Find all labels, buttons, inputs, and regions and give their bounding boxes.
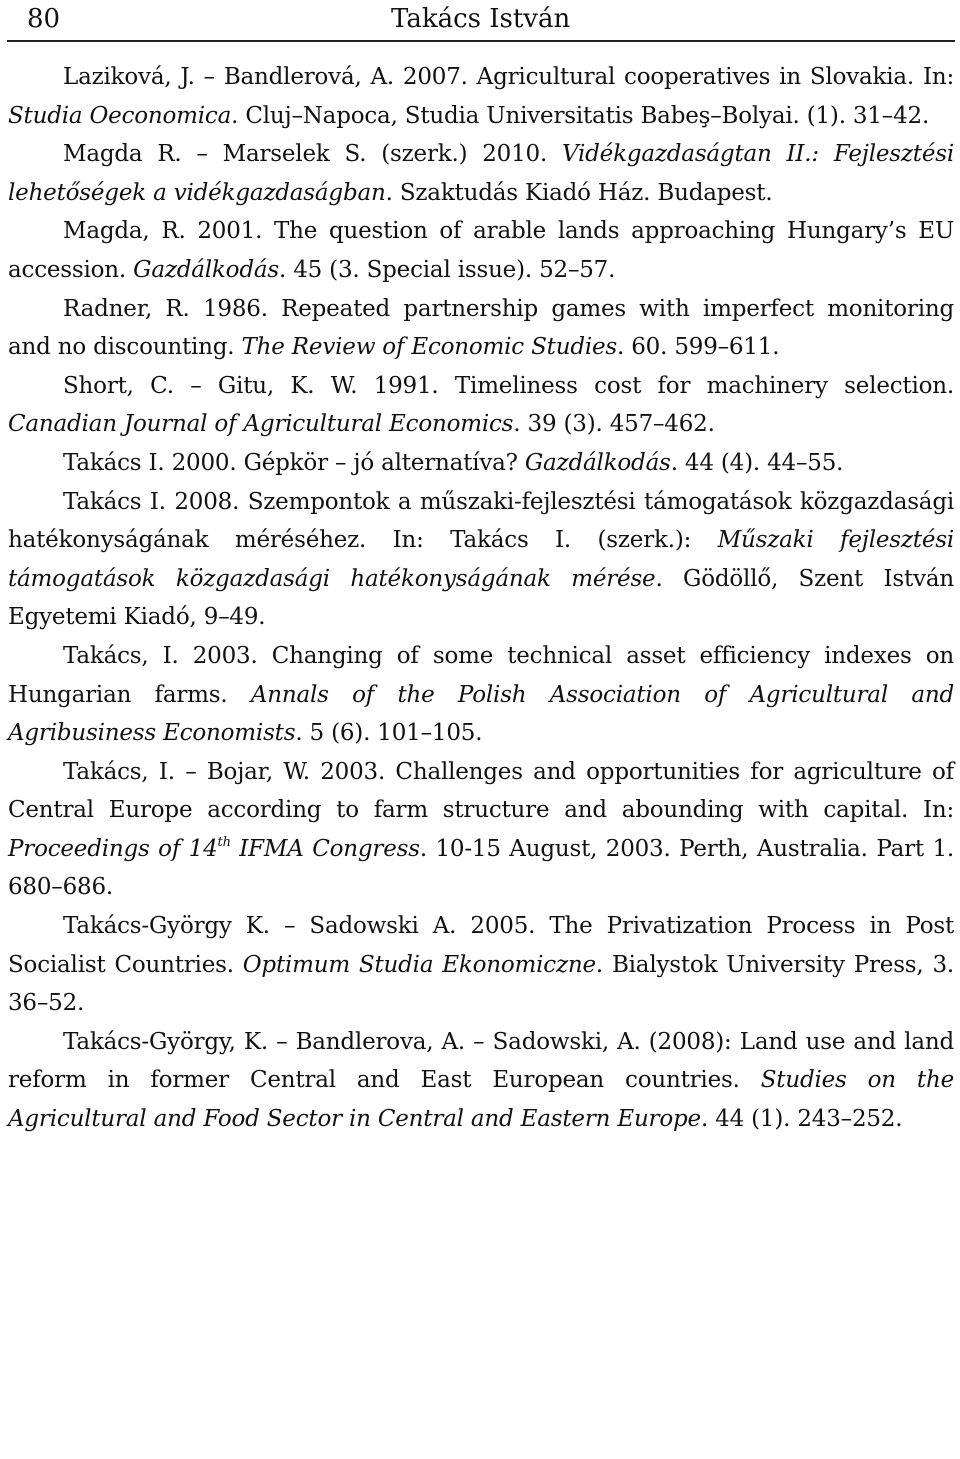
reference-item: Takács-György K. – Sadowski A. 2005. The Privatization Process in Post Socialist Countries. Optimum Studia Ekonomiczne. Bialystok University Press, 3. 36–52. <box>8 913 955 1017</box>
reference-item: Short, C. – Gitu, K. W. 1991. Timeliness cost for machinery selection. Canadian Journal of Agricultural Economics. 39 (3). 457–462. <box>8 372 954 438</box>
page-number: 80 <box>27 4 61 34</box>
reference-item: Laziková, J. – Bandlerová, A. 2007. Agricultural cooperatives in Slovakia. In: Studia Oeconomica. Cluj–Napoca, Studia Universitatis Babeş–Bolyai. (1). 31–42. <box>8 64 954 129</box>
reference-item: Takács, I. 2003. Changing of some technical asset efficiency indexes on Hungarian farms. Annals of the Polish Association of Agricultural and Agribusiness Economists. 5 (6). 101–105. <box>8 642 954 747</box>
running-head-author: Takács István <box>391 4 571 34</box>
reference-item: Magda, R. 2001. The question of arable lands approaching Hungary’s EU accession. Gazdálkodás. 45 (3. Special issue). 52–57. <box>8 218 954 283</box>
reference-item: Takács-György, K. – Bandlerova, A. – Sadowski, A. (2008): Land use and land reform in former Central and East European countries. Studies on the Agricultural and Food Sector in Central and Eastern Europe. 44 (1). 243–252. <box>8 1028 954 1133</box>
reference-item: Magda R. – Marselek S. (szerk.) 2010. Vidékgazdaságtan II.: Fejlesztési lehetőségek a vidékgazdaságban. Szaktudás Kiadó Ház. Budapest. <box>8 141 954 206</box>
reference-item: Takács, I. – Bojar, W. 2003. Challenges and opportunities for agriculture of Central Europe according to farm structure and abounding with capital. In: Proceedings of 14th IFMA Congress. 10-15 August, 2003. Perth, Australia. Part 1. 680–686. <box>8 758 954 901</box>
page-header <box>7 0 955 42</box>
reference-list <box>8 58 954 1139</box>
reference-item: Takács I. 2000. Gépkör – jó alternatíva? Gazdálkodás. 44 (4). 44–55. <box>63 449 844 476</box>
reference-item: Takács I. 2008. Szempontok a műszaki-fejlesztési támogatások közgazdasági hatékonyságának méréséhez. In: Takács I. (szerk.): Műszaki fejlesztési támogatások közgazdasági hatékonyságának mérése. Gödöllő, Szent István Egyetemi Kiadó, 9–49. <box>8 488 954 631</box>
reference-item: Radner, R. 1986. Repeated partnership games with imperfect monitoring and no discounting. The Review of Economic Studies. 60. 599–611. <box>8 295 954 361</box>
